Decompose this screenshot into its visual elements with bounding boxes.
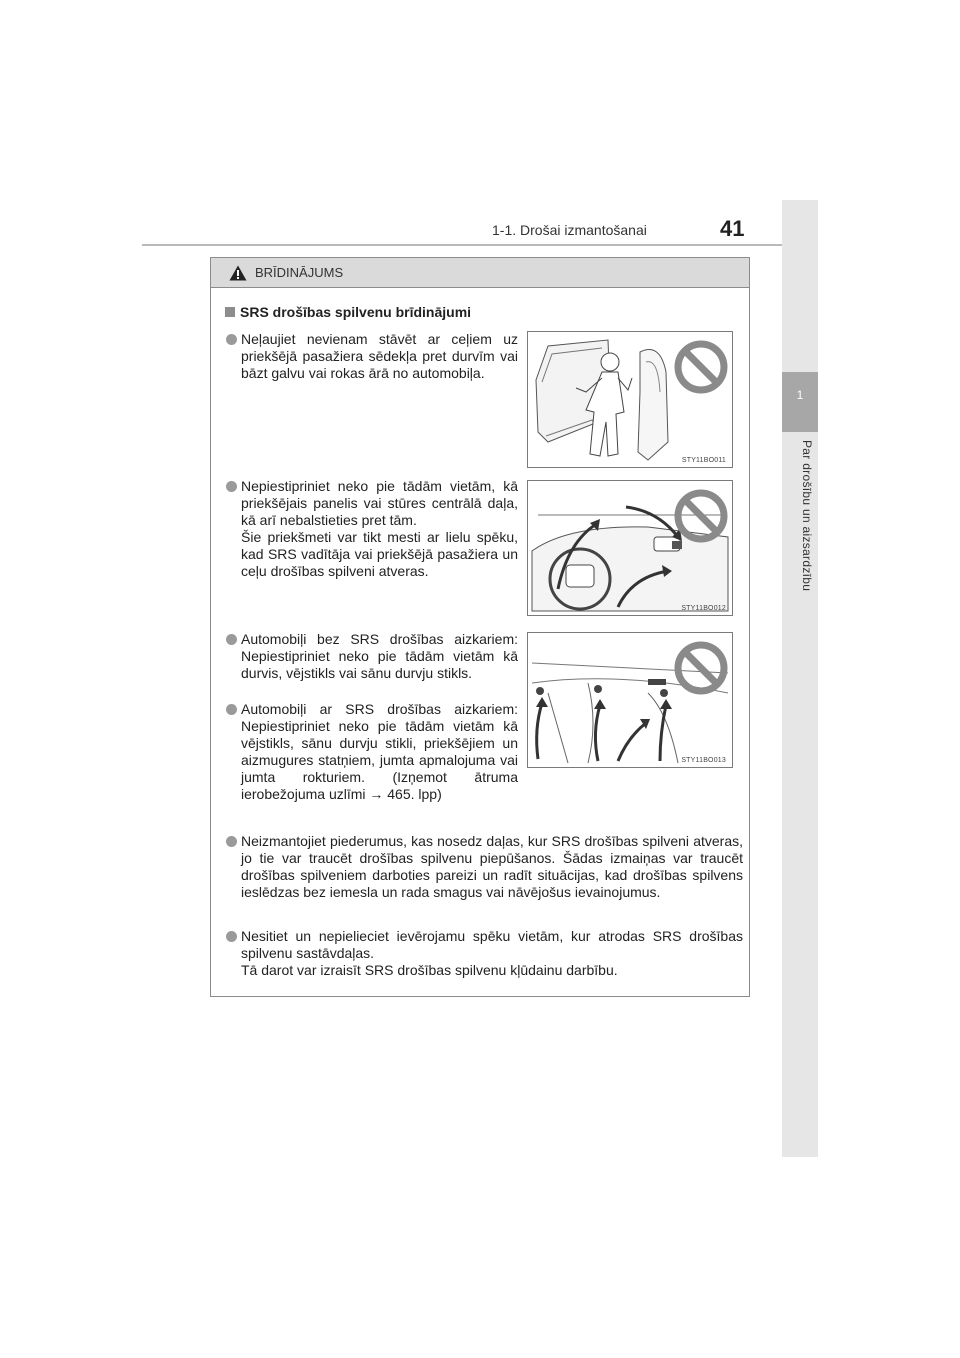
square-bullet-icon: [225, 307, 235, 317]
warning-header: [211, 258, 749, 288]
bullet-icon: [226, 704, 237, 715]
section-header: 1-1. Drošai izmantošanai: [492, 222, 647, 238]
warning-item-4: Automobiļi ar SRS drošības aizkariem: Nepiestipriniet neko pie tādām vietām kā vējstikls, sānu durvju stikli, priekšējiem un aizmugures statņiem, jumta apmalojuma vai jumta rokturiem. (Izņemot ātruma ierobežojuma uzlīmi → 465. lpp): [241, 701, 518, 803]
prohibition-icon: [674, 641, 728, 695]
warning-box: [210, 257, 750, 997]
figure-code: STY11BO013: [681, 757, 726, 764]
warning-item-1: Neļaujiet nevienam stāvēt ar ceļiem uz priekšējā pasažiera sēdekļa pret durvīm vai bāzt galvu vai rokas ārā no automobiļa.: [241, 331, 518, 382]
warning-item-6: Nesitiet un nepielieciet ievērojamu spēku vietām, kur atrodas SRS drošības spilvenu sastāvdaļas. Tā darot var izraisīt SRS drošības spilvenu kļūdainu darbību.: [241, 928, 743, 979]
header-divider: [142, 244, 818, 246]
page-number: 41: [720, 216, 745, 241]
section-title: SRS drošības spilvenu brīdinājumi: [225, 304, 471, 320]
warning-label: BRĪDINĀJUMS: [255, 265, 344, 280]
chapter-title: Par drošību un aizsardzību: [800, 440, 814, 592]
prohibition-icon: [674, 489, 728, 543]
chapter-number: 1: [796, 388, 804, 402]
chapter-tab: [782, 372, 818, 432]
bullet-icon: [226, 481, 237, 492]
warning-triangle-icon: [229, 265, 247, 281]
figure-code: STY11BO011: [681, 457, 726, 464]
warning-item-3: Automobiļi bez SRS drošības aizkariem: Nepiestipriniet neko pie tādām vietām kā durvis, vējstikls vai sānu durvju stikls.: [241, 631, 518, 682]
figure-passenger-leaning: [527, 331, 733, 468]
side-strip: [782, 200, 818, 1157]
figure-dashboard: [527, 480, 733, 616]
bullet-icon: [226, 634, 237, 645]
prohibition-icon: [674, 340, 728, 394]
bullet-icon: [226, 334, 237, 345]
figure-windshield-pillars: [527, 632, 733, 768]
warning-item-5: Neizmantojiet piederumus, kas nosedz daļas, kur SRS drošības spilveni atveras, jo tie var traucēt drošības spilvenu piepūšanos. Šādas izmaiņas var traucēt drošības spilveniem darboties pareizi un radīt situācijas, kad drošības spilvens ieslēdzas bez iemesla un rada smagus vai nāvējošus ievainojumus.: [241, 833, 743, 901]
figure-code: STY11BO012: [681, 605, 726, 612]
bullet-icon: [226, 931, 237, 942]
bullet-icon: [226, 836, 237, 847]
warning-item-2: Nepiestipriniet neko pie tādām vietām, kā priekšējais panelis vai stūres centrālā daļa, kā arī nebalstieties pret tām. Šie priekšmeti var tikt mesti ar lielu spēku, kad SRS vadītāja vai priekšējā pasažiera un ceļu drošības spilveni atveras.: [241, 478, 518, 580]
